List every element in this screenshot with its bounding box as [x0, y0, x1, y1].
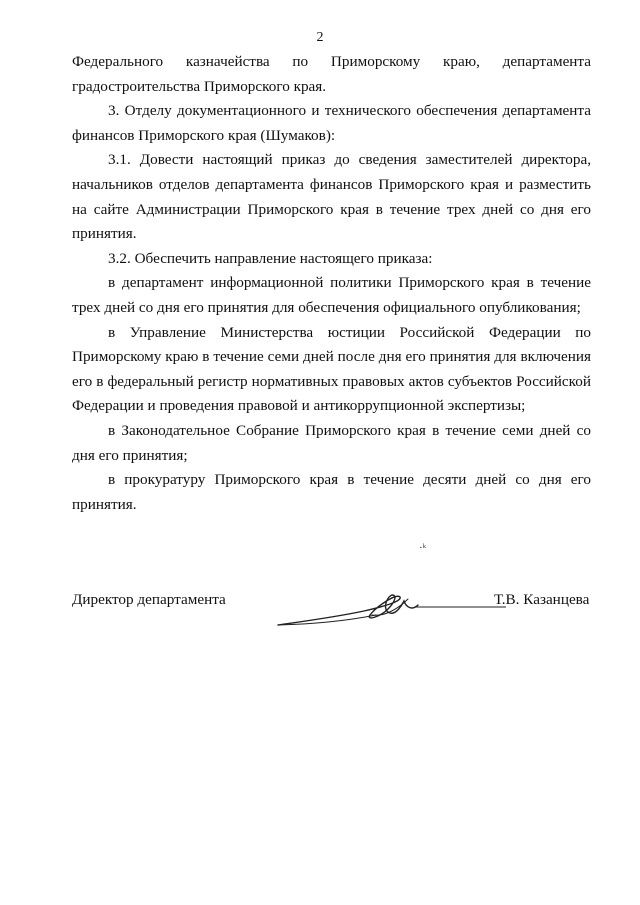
paragraph-recipient-assembly: в Законодательное Собрание Приморского края в течение семи дней со дня его принятия; [72, 421, 591, 464]
handwritten-signature-icon [276, 577, 508, 632]
paragraph-item-3: 3. Отделу документационного и технического обеспечения департамента финансов Приморского края (Шумаков): [72, 102, 591, 144]
paragraph-continuation: Федерального казначейства по Приморскому краю, департамента градостроительства Приморского края. [72, 53, 591, 95]
paragraph-item-3-1: 3.1. Довести настоящий приказ до сведения заместителей директора, начальников отделов департамента финансов Приморского края и разместить на сайте Администрации Приморского края в течение трех дней со дня его принятия. [72, 151, 591, 243]
signatory-title: Директор департамента [72, 591, 226, 608]
paragraph-item-3-2: 3.2. Обеспечить направление настоящего приказа: [108, 249, 433, 267]
paragraph-recipient-info-policy: в департамент информационной политики Приморского края в течение трех дней со дня его принятия для обеспечения официального опубликования; [72, 274, 591, 316]
document-body [72, 50, 591, 517]
page-number: 2 [316, 30, 324, 45]
signatory-name: Т.В. Казанцева [494, 591, 590, 608]
paragraph-recipient-prosecutor: в прокуратуру Приморского края в течение десяти дней со дня его принятия. [72, 471, 591, 513]
stamp-mark: ·ᵏ [419, 542, 427, 554]
paragraph-recipient-justice: в Управление Министерства юстиции Российской Федерации по Приморскому краю в течение семи дней после дня его принятия для включения его в федеральный регистр нормативных правовых актов субъектов Российской Федерации и проведения правовой и антикоррупционной экспертизы; [72, 323, 591, 415]
